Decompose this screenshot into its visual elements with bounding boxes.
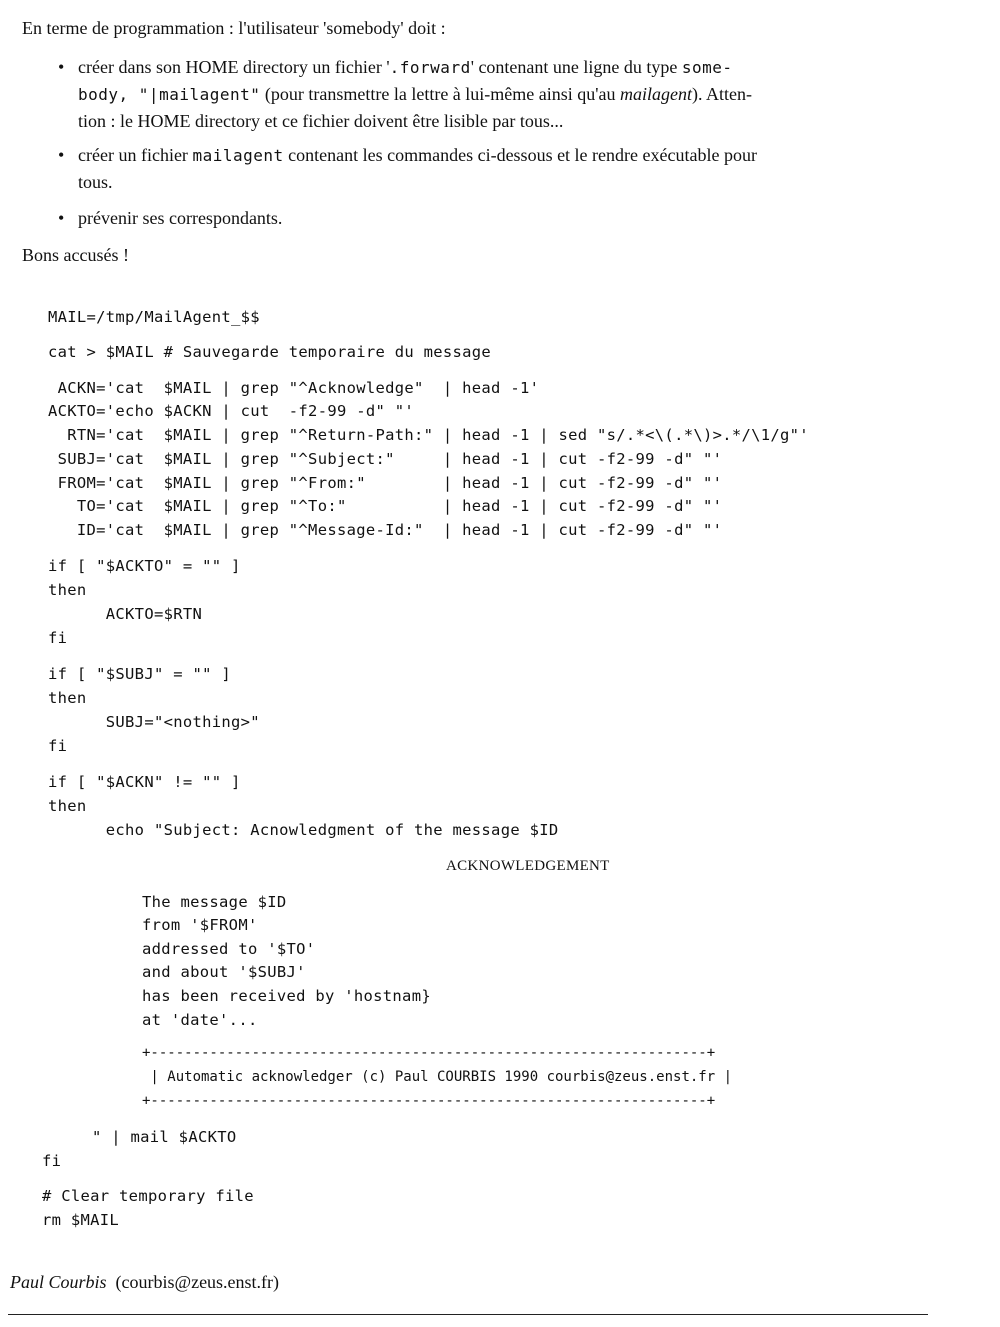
code-line: if [ "$ACKN" != "" ]: [48, 773, 241, 791]
bullet-text: prévenir ses correspondants.: [78, 208, 283, 228]
bullet-icon: •: [58, 57, 65, 77]
code-line: ACKTO=$RTN: [48, 605, 203, 623]
code-line: then: [48, 797, 87, 815]
intro-text: En terme de programmation : l'utilisateur 'somebody' doit :: [22, 18, 446, 38]
closing-text: Bons accusés !: [22, 245, 129, 265]
code-line: if [ "$SUBJ" = "" ]: [48, 665, 232, 683]
code-line: SUBJ='cat $MAIL | grep "^Subject:" | head -1 | cut -f2-99 -d" "': [48, 450, 723, 468]
bullet-icon: •: [58, 145, 65, 165]
bullet-create-mailagent: [58, 142, 952, 195]
code-line: then: [48, 689, 87, 707]
code-line: fi: [48, 629, 68, 647]
inline-code: mailagent: [192, 146, 284, 165]
bullet-text-part: tion : le HOME directory et ce fichier doivent être lisible par tous...: [78, 111, 564, 131]
code-line: The message $ID: [142, 893, 287, 911]
bullet-icon: •: [58, 208, 65, 228]
bullet-text: [62, 54, 952, 134]
emphasis-text: mailagent: [620, 84, 693, 104]
code-box-border: +------------------------------------------------------------------+: [142, 1093, 716, 1109]
code-box-text: | Automatic acknowledger (c) Paul COURBIS 1990 courbis@zeus.enst.fr |: [142, 1069, 733, 1085]
code-line: RTN='cat $MAIL | grep "^Return-Path:" | head -1 | sed "s/.*<\(.*\)>.*/\1/g"': [48, 426, 809, 444]
code-line: addressed to '$TO': [142, 940, 316, 958]
bullet-text-part: contenant les commandes ci-dessous et le rendre exécutable pour: [283, 145, 757, 165]
code-line: FROM='cat $MAIL | grep "^From:" | head -1 | cut -f2-99 -d" "': [48, 474, 723, 492]
bullet-text-part: ' contenant une ligne du type: [470, 57, 682, 77]
signature: [10, 1272, 279, 1293]
code-line: ID='cat $MAIL | grep "^Message-Id:" | head -1 | cut -f2-99 -d" "': [48, 521, 723, 539]
code-line: rm $MAIL: [42, 1211, 120, 1229]
code-line: fi: [42, 1152, 62, 1170]
code-line: has been received by 'hostnam}: [142, 987, 431, 1005]
bullet-text-part: créer un fichier: [78, 145, 193, 165]
code-line: and about '$SUBJ': [142, 963, 306, 981]
bullet-text-part: (pour transmettre la lettre à lui-même ainsi qu'au: [260, 84, 621, 104]
code-line: then: [48, 581, 87, 599]
bottom-rule: [8, 1314, 928, 1315]
code-line: TO='cat $MAIL | grep "^To:" | head -1 | cut -f2-99 -d" "': [48, 497, 723, 515]
code-line: " | mail $ACKTO: [92, 1128, 237, 1146]
code-line: at 'date'...: [142, 1011, 258, 1029]
code-line: ACKTO='echo $ACKN | cut -f2-99 -d" "': [48, 402, 415, 420]
bullet-text-part: ). Atten-: [692, 84, 753, 104]
code-line: ACKN='cat $MAIL | grep "^Acknowledge" | head -1': [48, 379, 540, 397]
code-line: SUBJ="<nothing>": [48, 713, 260, 731]
code-line: if [ "$ACKTO" = "" ]: [48, 557, 241, 575]
inline-code: some-: [681, 58, 733, 77]
bullet-notify: [58, 205, 952, 231]
code-line: echo "Subject: Acnowledgment of the message $ID: [48, 821, 559, 839]
author-email: (courbis@zeus.enst.fr): [115, 1272, 280, 1292]
inline-code: body, "|mailagent": [78, 85, 261, 104]
bullet-forward-file: [58, 54, 952, 134]
code-line: MAIL=/tmp/MailAgent_$$: [48, 308, 260, 326]
code-line: # Clear temporary file: [42, 1187, 254, 1205]
bullet-text: [62, 142, 952, 195]
code-box-border: +------------------------------------------------------------------+: [142, 1045, 716, 1061]
ack-heading: ACKNOWLEDGEMENT: [446, 858, 610, 874]
code-line: from '$FROM': [142, 916, 258, 934]
bullet-text-part: créer dans son HOME directory un fichier ': [78, 57, 390, 77]
code-line: cat > $MAIL # Sauvegarde temporaire du message: [48, 343, 492, 361]
bullet-text-part: tous.: [78, 172, 113, 192]
author-name: Paul Courbis: [10, 1272, 107, 1292]
code-line: fi: [48, 737, 68, 755]
inline-code: .forward: [389, 58, 471, 77]
